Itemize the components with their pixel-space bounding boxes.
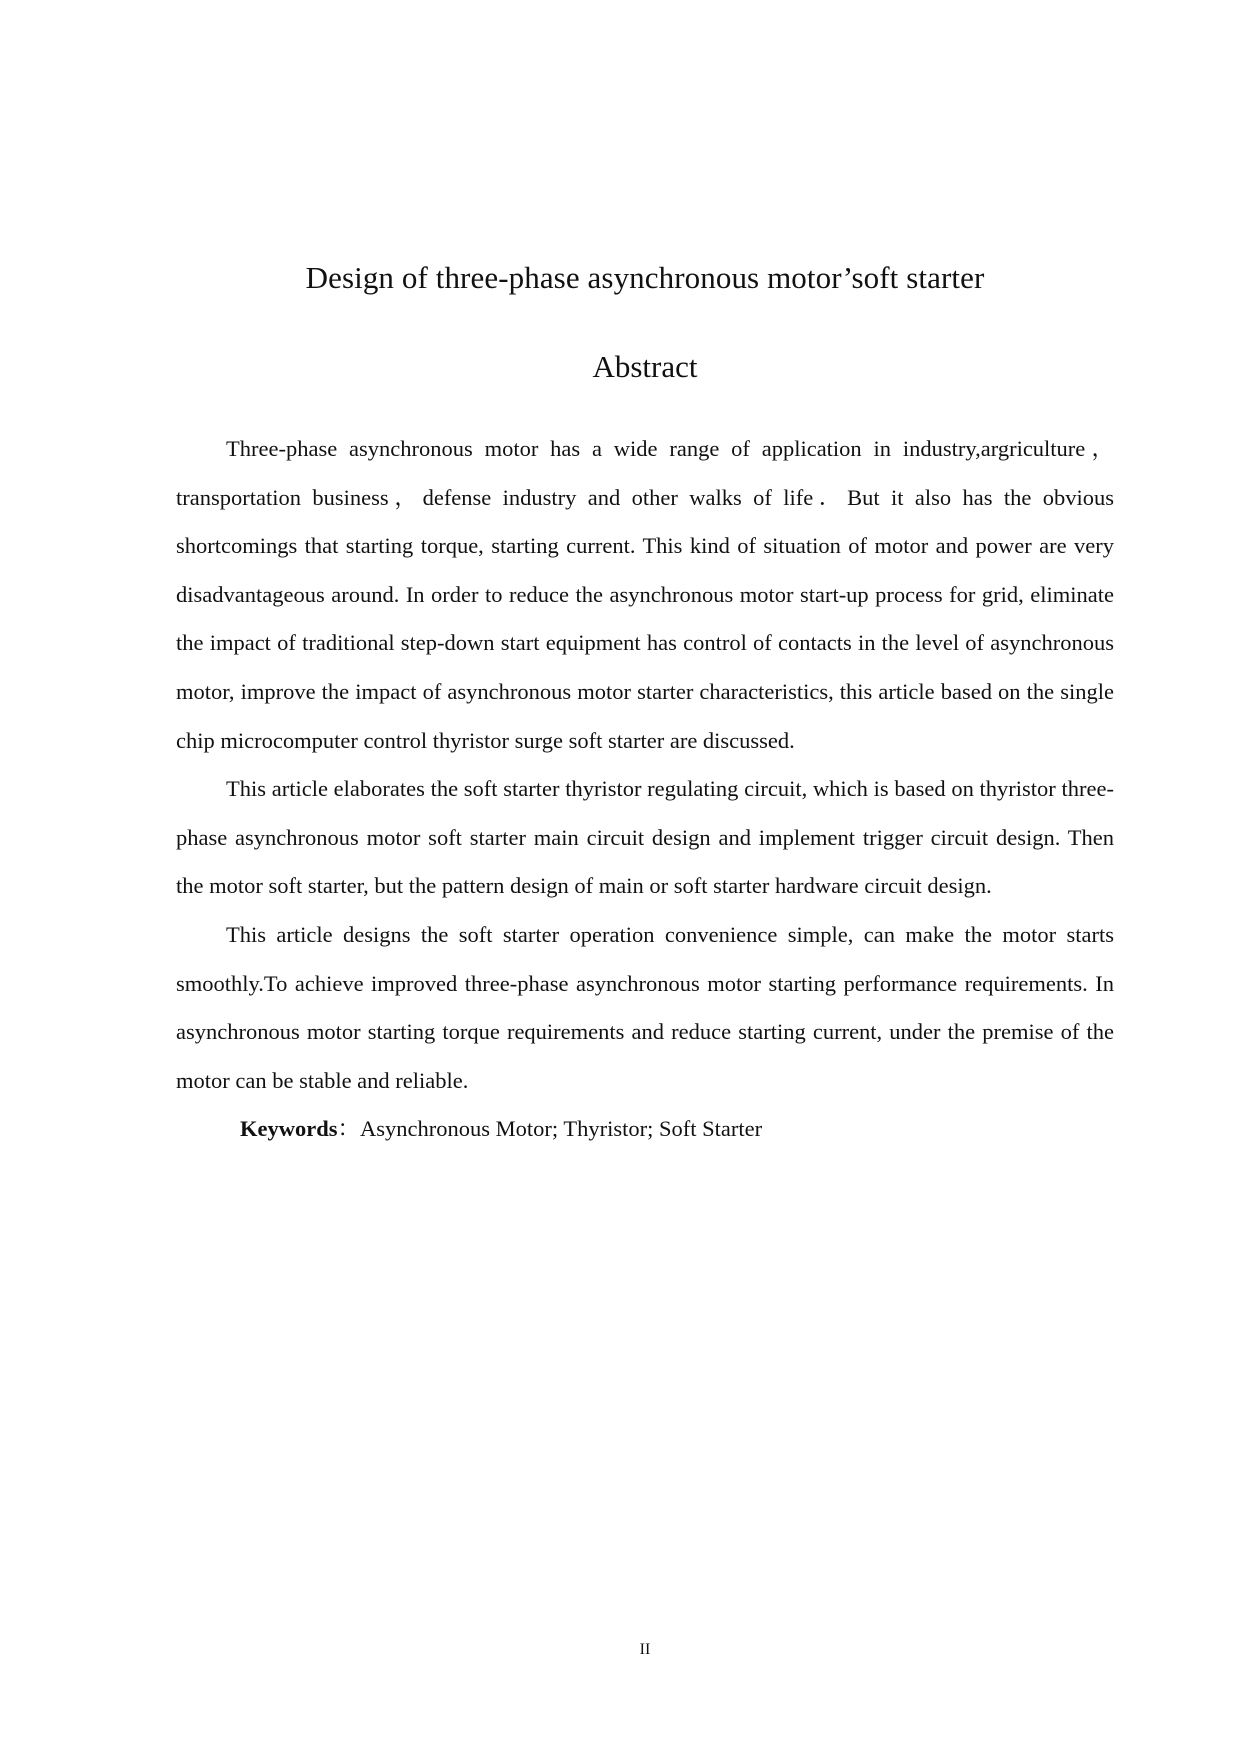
abstract-paragraph-2: This article elaborates the soft starter thyristor regulating circuit, which is based on thyristor three-phase asynchronous motor soft starter main circuit design and implement trigger circuit design. Then the motor soft starter, but the pattern design of main or soft starter hardware circuit design. <box>176 776 1114 899</box>
keywords-value: Asynchronous Motor; Thyristor; Soft Starter <box>360 1116 763 1142</box>
keywords-separator: ： <box>337 1116 361 1142</box>
abstract-heading: Abstract <box>592 349 698 384</box>
keywords-line <box>176 1105 1114 1154</box>
keywords-label: Keywords <box>240 1116 338 1142</box>
abstract-paragraph-1: Three-phase asynchronous motor has a wide range of application in industry,argriculture，transportation business，defense industry and other walks of life．But it also has the obvious shortcomings that starting torque, starting current. This kind of situation of motor and power are very disadvantageous around. In order to reduce the asynchronous motor start-up process for grid, eliminate the impact of traditional step-down start equipment has control of contacts in the level of asynchronous motor, improve the impact of asynchronous motor starter characteristics, this article based on the single chip microcomputer control thyristor surge soft starter are discussed. <box>176 436 1114 753</box>
abstract-body <box>176 425 1114 1154</box>
abstract-paragraph-3: This article designs the soft starter operation convenience simple, can make the motor starts smoothly.To achieve improved three-phase asynchronous motor starting performance requirements. In asynchronous motor starting torque requirements and reduce starting current, under the premise of the motor can be stable and reliable. <box>176 921 1114 1093</box>
page-number: II <box>639 1641 651 1658</box>
document-title: Design of three-phase asynchronous motor’soft starter <box>305 260 985 295</box>
